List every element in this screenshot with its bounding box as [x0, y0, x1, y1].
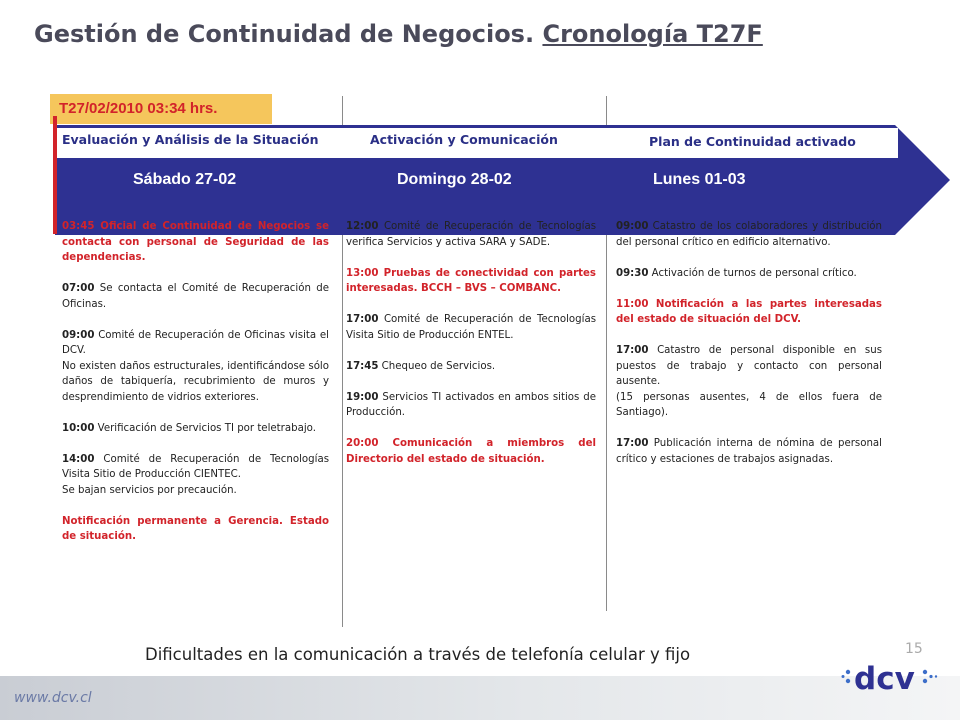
entry-text: Comité de Recuperación de Tecnologías verifica Servicios y activa SARA y SADE. — [346, 221, 596, 248]
timeline-entry — [346, 359, 596, 375]
timeline-entry — [616, 297, 882, 328]
timeline-entry — [62, 281, 329, 312]
entry-time: 07:00 — [62, 283, 95, 294]
timeline-column-saturday — [62, 219, 329, 560]
svg-text:dcv: dcv — [854, 661, 915, 697]
timeline-entry — [62, 421, 329, 437]
entry-time: 19:00 — [346, 391, 379, 403]
divider-1 — [342, 235, 343, 627]
timeline-entry — [346, 312, 596, 343]
timeline-column-sunday — [346, 219, 596, 483]
entry-time: 17:00 — [346, 314, 379, 325]
timeline-entry — [616, 436, 882, 467]
phase-label-3: Plan de Continuidad activado — [649, 134, 856, 149]
entry-text: Notificación permanente a Gerencia. Estado de situación. — [62, 515, 329, 542]
entry-time: 09:00 — [62, 329, 95, 341]
day-label-sunday: Domingo 28-02 — [397, 171, 512, 188]
timeline-entry — [346, 219, 596, 250]
entry-text: Se contacta el Comité de Recuperación de Oficinas. — [62, 283, 329, 310]
timeline-entry — [616, 219, 882, 250]
day-label-saturday: Sábado 27-02 — [133, 171, 237, 188]
entry-time: 03:45 — [62, 221, 95, 232]
timeline-entry — [346, 436, 596, 467]
entry-time: 17:00 — [616, 438, 649, 449]
entry-text: Oficial de Continuidad de Negocios se contacta con personal de Seguridad de las dependencias. — [62, 221, 329, 263]
entry-text: Comunicación a miembros del Directorio del estado de situación. — [346, 438, 596, 465]
timeline-entry — [62, 219, 329, 266]
timeline-entry — [62, 452, 329, 499]
title-main: Gestión de Continuidad de Negocios. — [34, 20, 535, 48]
entry-time: 13:00 — [346, 267, 379, 279]
footer-note: Dificultades en la comunicación a través de telefonía celular y fijo — [145, 645, 691, 664]
entry-time: 10:00 — [62, 422, 95, 434]
entry-time: 14:00 — [62, 453, 95, 465]
entry-text: Notificación a las partes interesadas del estado de situación del DCV. — [616, 298, 882, 325]
footer-url: www.dcv.cl — [14, 690, 92, 706]
timeline-entry — [62, 328, 329, 406]
entry-text: Comité de Recuperación de Oficinas visita el DCV. — [62, 329, 329, 356]
entry-time: 11:00 — [616, 298, 649, 310]
timeline-entry — [346, 390, 596, 421]
entry-text: Servicios TI activados en ambos sitios de Producción. — [346, 391, 596, 418]
entry-time: 20:00 — [346, 438, 379, 449]
timeline-column-monday — [616, 219, 882, 483]
event-marker — [53, 116, 57, 234]
title-underlined: Cronología T27F — [542, 20, 763, 48]
timeline-entry — [616, 343, 882, 421]
entry-text: Chequeo de Servicios. — [378, 360, 496, 372]
day-label-monday: Lunes 01-03 — [653, 171, 746, 188]
entry-detail: (15 personas ausentes, 4 de ellos fuera de Santiago). — [616, 391, 882, 418]
phase-label-2: Activación y Comunicación — [370, 132, 558, 147]
entry-text: Comité de Recuperación de Tecnologías Visita Sitio de Producción CIENTEC. — [62, 453, 329, 480]
entry-text: Comité de Recuperación de Tecnologías Visita Sitio de Producción ENTEL. — [346, 314, 596, 341]
entry-time: 12:00 — [346, 221, 379, 232]
event-timestamp: T27/02/2010 03:34 hrs. — [59, 100, 218, 117]
entry-text: Catastro de personal disponible en sus puestos de trabajo y contacto con personal ausente. — [616, 345, 882, 387]
divider-2 — [606, 235, 607, 611]
entry-time: 09:30 — [616, 267, 649, 279]
footer-bar — [0, 676, 960, 720]
timeline-entry — [62, 514, 329, 545]
dcv-logo — [840, 648, 940, 708]
phase-label-1: Evaluación y Análisis de la Situación — [62, 132, 319, 147]
page-number: 15 — [905, 641, 923, 657]
divider-top-2 — [606, 96, 607, 125]
entry-time: 17:45 — [346, 360, 379, 372]
timeline-entry — [616, 266, 882, 282]
entry-time: 09:00 — [616, 221, 649, 232]
entry-detail: No existen daños estructurales, identificándose sólo daños de tabiquería, recubrimiento de muros y desprendimiento de vidrios exteriores. — [62, 360, 329, 403]
entry-text: Pruebas de conectividad con partes interesadas. BCCH – BVS – COMBANC. — [346, 267, 596, 294]
entry-text: Activación de turnos de personal crítico. — [648, 267, 857, 279]
entry-text: Verificación de Servicios TI por teletrabajo. — [94, 422, 316, 434]
entry-detail: Se bajan servicios por precaución. — [62, 484, 237, 496]
timeline-entry — [346, 266, 596, 297]
entry-time: 17:00 — [616, 345, 649, 356]
divider-top-1 — [342, 96, 343, 125]
entry-text: Catastro de los colaboradores y distribución del personal crítico en edificio alternativo. — [616, 221, 882, 248]
entry-text: Publicación interna de nómina de personal crítico y estaciones de trabajos asignadas. — [616, 438, 882, 465]
